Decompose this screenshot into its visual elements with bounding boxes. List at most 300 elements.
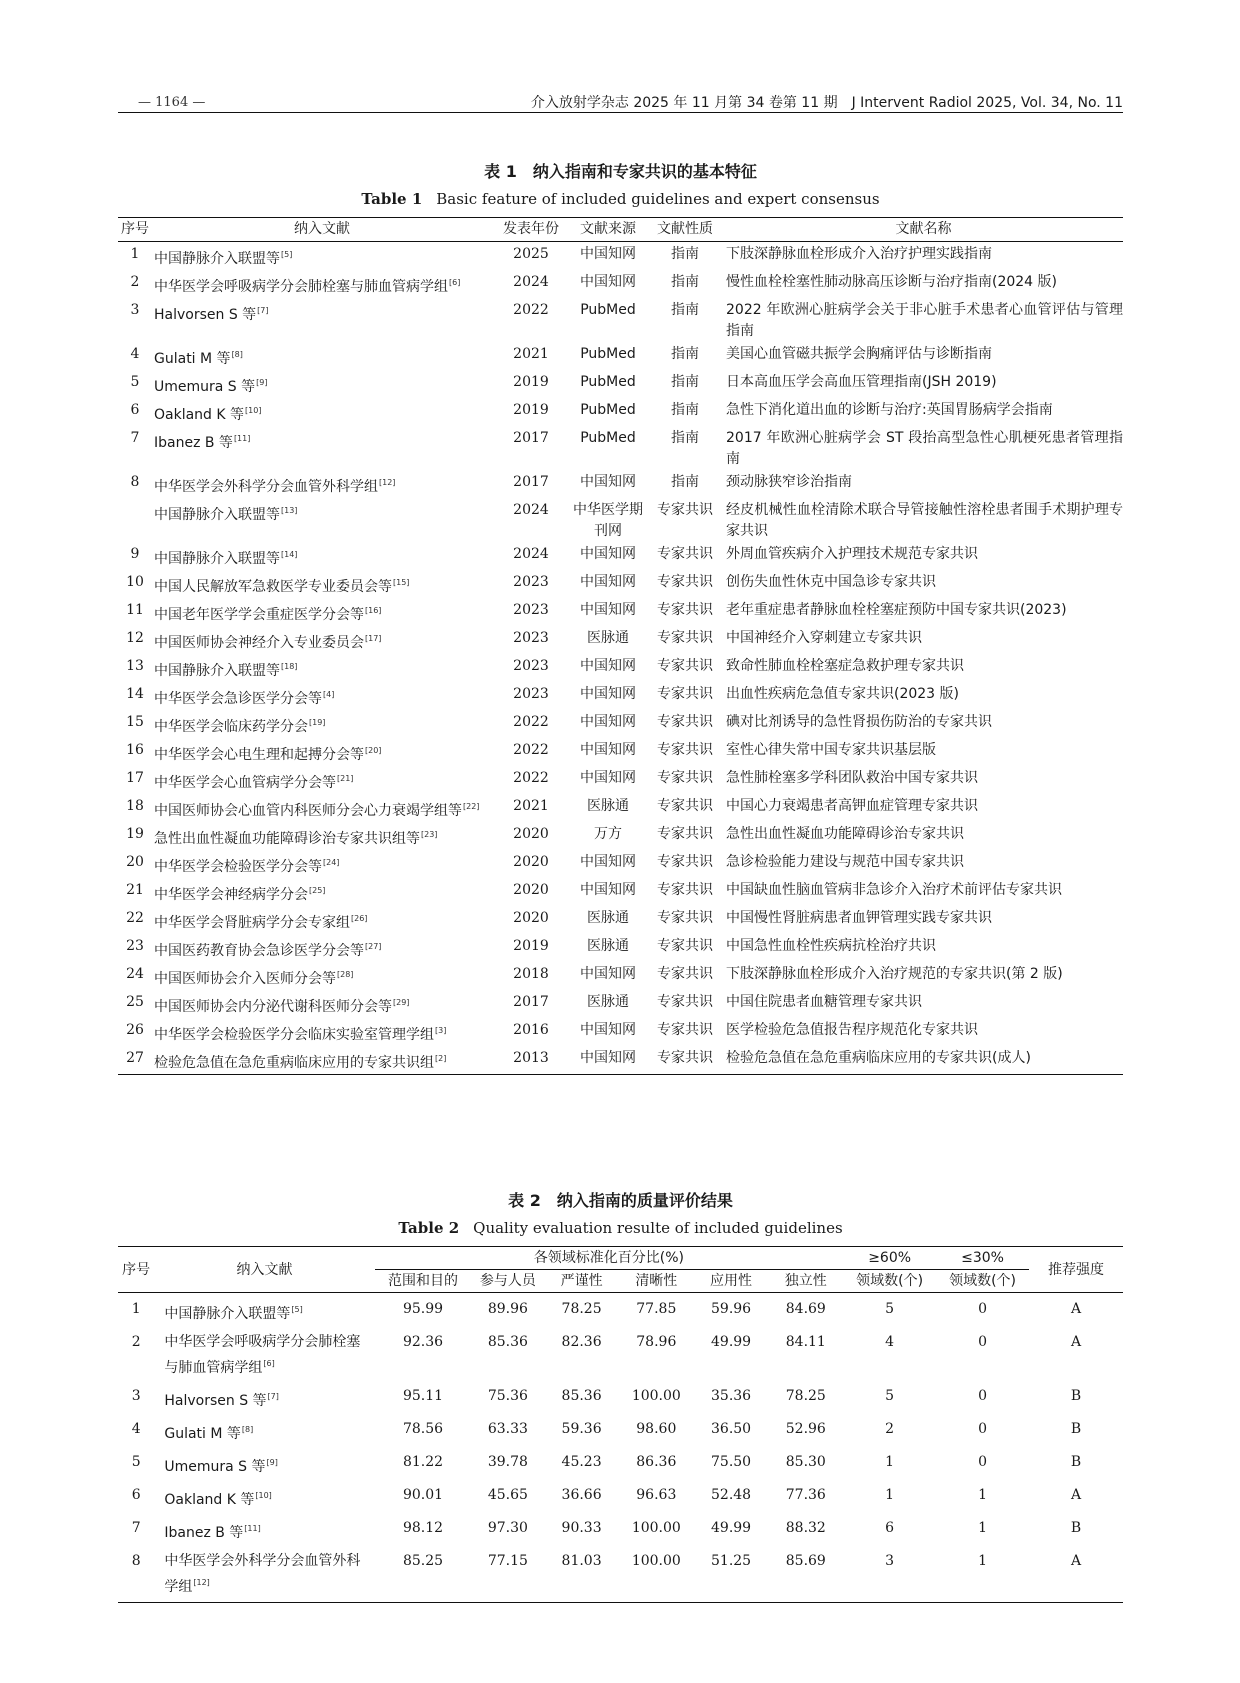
recommendation-grade: A bbox=[1029, 1545, 1123, 1603]
doc-title: 下肢深静脉血栓形成介入治疗护理实践指南 bbox=[726, 246, 992, 262]
table-row bbox=[118, 542, 1123, 570]
source: 中国知网 bbox=[580, 686, 636, 702]
t2-col-scope: 范围和目的 bbox=[375, 1270, 472, 1293]
score-applicability: 52.48 bbox=[711, 1487, 752, 1503]
author-cell bbox=[152, 766, 492, 794]
row-number: 1 bbox=[130, 246, 140, 262]
ge60-count: 1 bbox=[885, 1487, 895, 1503]
publish-year: 2020 bbox=[513, 826, 549, 842]
doc-title: 出血性疾病危急值专家共识(2023 版) bbox=[726, 686, 960, 702]
recommendation-grade: B bbox=[1070, 1421, 1082, 1437]
table-row bbox=[118, 682, 1123, 710]
table-row bbox=[118, 1545, 1123, 1603]
source: 中国知网 bbox=[580, 658, 636, 674]
table-row bbox=[118, 654, 1123, 682]
doc-type: 专家共识 bbox=[657, 994, 713, 1010]
score-stakeholder: 45.65 bbox=[487, 1487, 528, 1503]
score-scope: 92.36 bbox=[402, 1334, 444, 1350]
score-rigour: 90.33 bbox=[561, 1520, 602, 1536]
doc-title: 中国缺血性脑血管病非急诊介入治疗术前评估专家共识 bbox=[726, 882, 1062, 898]
score-rigour: 36.66 bbox=[561, 1487, 602, 1503]
score-scope: 98.12 bbox=[402, 1520, 444, 1536]
citation-ref: [18] bbox=[281, 662, 298, 671]
le30-count: 0 bbox=[978, 1454, 988, 1470]
row-number: 2 bbox=[130, 274, 140, 290]
table-row bbox=[118, 1293, 1123, 1327]
author-cell bbox=[152, 738, 492, 766]
le30-count: 0 bbox=[978, 1301, 988, 1317]
doc-title: 外周血管疾病介入护理技术规范专家共识 bbox=[726, 546, 978, 562]
source: 中国知网 bbox=[580, 742, 636, 758]
publish-year: 2024 bbox=[513, 502, 549, 518]
citation-ref: [25] bbox=[309, 886, 326, 895]
citation-ref: [23] bbox=[421, 830, 438, 839]
source: 中国知网 bbox=[580, 1022, 636, 1038]
table1-label: Table 1 bbox=[361, 190, 423, 208]
publish-year: 2020 bbox=[513, 854, 549, 870]
doc-title: 急性出血性凝血功能障碍诊治专家共识 bbox=[726, 826, 964, 842]
doc-type: 专家共识 bbox=[657, 574, 713, 590]
ge60-count: 6 bbox=[885, 1520, 895, 1536]
author-cell bbox=[152, 1046, 492, 1075]
author-name: Oakland K 等 bbox=[154, 407, 245, 423]
score-applicability: 51.25 bbox=[694, 1545, 769, 1603]
recommendation-grade: B bbox=[1070, 1454, 1082, 1470]
citation-ref: [21] bbox=[337, 774, 354, 783]
author-name: 中华医学会检验医学分会等 bbox=[154, 859, 322, 875]
source: 万方 bbox=[594, 826, 622, 842]
table-row bbox=[118, 426, 1123, 470]
author-cell bbox=[152, 398, 492, 426]
author-cell bbox=[154, 1293, 374, 1327]
author-cell bbox=[152, 242, 492, 271]
table-row bbox=[118, 1512, 1123, 1545]
publish-year: 2023 bbox=[513, 574, 549, 590]
row-number: 10 bbox=[126, 574, 144, 590]
doc-type: 专家共识 bbox=[657, 502, 713, 518]
row-number: 14 bbox=[126, 686, 144, 702]
doc-title: 2022 年欧洲心脏病学会关于非心脏手术患者心血管评估与管理指南 bbox=[726, 302, 1123, 339]
citation-ref: [22] bbox=[463, 802, 480, 811]
doc-type: 指南 bbox=[671, 474, 699, 490]
row-number: 6 bbox=[130, 402, 140, 418]
table2-header-row-1 bbox=[118, 1247, 1123, 1270]
citation-ref: [8] bbox=[241, 1425, 254, 1434]
author-name: 中国医师协会神经介入专业委员会 bbox=[154, 635, 364, 651]
score-independence: 88.32 bbox=[785, 1520, 826, 1536]
citation-ref: [17] bbox=[365, 634, 382, 643]
author-cell bbox=[152, 654, 492, 682]
doc-type: 专家共识 bbox=[657, 546, 713, 562]
row-number: 12 bbox=[126, 630, 144, 646]
author-name: 中国医师协会介入医师分会等 bbox=[154, 971, 336, 987]
author-name: 中国静脉介入联盟等 bbox=[154, 663, 280, 679]
citation-ref: [14] bbox=[281, 550, 298, 559]
author-name: 中国老年医学学会重症医学分会等 bbox=[154, 607, 364, 623]
doc-type: 专家共识 bbox=[657, 714, 713, 730]
row-number: 8 bbox=[130, 474, 140, 490]
source: PubMed bbox=[580, 346, 636, 362]
score-stakeholder: 85.36 bbox=[487, 1334, 528, 1350]
doc-title: 美国心血管磁共振学会胸痛评估与诊断指南 bbox=[726, 346, 992, 362]
publish-year: 2023 bbox=[513, 602, 549, 618]
author-cell bbox=[152, 342, 492, 370]
source: 中国知网 bbox=[570, 1046, 646, 1075]
doc-title: 中国神经介入穿刺建立专家共识 bbox=[726, 630, 922, 646]
table-row bbox=[118, 850, 1123, 878]
row-number: 21 bbox=[126, 882, 144, 898]
author-cell bbox=[152, 850, 492, 878]
table1-header-row bbox=[118, 218, 1123, 242]
score-clarity: 98.60 bbox=[636, 1421, 677, 1437]
doc-title: 中国心力衰竭患者高钾血症管理专家共识 bbox=[726, 798, 978, 814]
t2-col-rigour: 严谨性 bbox=[544, 1270, 619, 1293]
row-number: 19 bbox=[126, 826, 144, 842]
doc-type: 指南 bbox=[671, 402, 699, 418]
ge60-count: 4 bbox=[885, 1334, 895, 1350]
source: 中国知网 bbox=[580, 274, 636, 290]
score-clarity: 78.96 bbox=[636, 1334, 677, 1350]
score-applicability: 35.36 bbox=[711, 1388, 752, 1404]
table-row bbox=[118, 1046, 1123, 1075]
doc-title: 经皮机械性血栓清除术联合导管接触性溶栓患者围手术期护理专家共识 bbox=[726, 502, 1123, 539]
table-row bbox=[118, 906, 1123, 934]
t1-col-author: 纳入文献 bbox=[152, 218, 492, 242]
score-applicability: 49.99 bbox=[711, 1520, 752, 1536]
table2-label: Table 2 bbox=[398, 1219, 460, 1237]
publish-year: 2022 bbox=[513, 714, 549, 730]
t2-le30-top: ≤30% bbox=[936, 1247, 1029, 1270]
score-independence: 78.25 bbox=[785, 1388, 826, 1404]
doc-type: 指南 bbox=[671, 346, 699, 362]
doc-title: 创伤失血性休克中国急诊专家共识 bbox=[726, 574, 936, 590]
score-independence: 85.30 bbox=[785, 1454, 826, 1470]
author-name: 中华医学会心血管病学分会等 bbox=[154, 775, 336, 791]
author-cell bbox=[152, 598, 492, 626]
t2-col-stakeholder: 参与人员 bbox=[472, 1270, 545, 1293]
author-cell bbox=[152, 370, 492, 398]
doc-type: 指南 bbox=[671, 246, 699, 262]
ge60-count: 1 bbox=[885, 1454, 895, 1470]
doc-type: 指南 bbox=[671, 374, 699, 390]
journal-citation: 介入放射学杂志 2025 年 11 月第 34 卷第 11 期 J Intervent Radiol 2025, Vol. 34, No. 11 bbox=[530, 95, 1123, 111]
doc-type: 专家共识 bbox=[657, 742, 713, 758]
score-independence: 77.36 bbox=[785, 1487, 826, 1503]
citation-ref: [9] bbox=[256, 378, 268, 387]
publish-year: 2013 bbox=[492, 1046, 570, 1075]
score-clarity: 100.00 bbox=[631, 1520, 681, 1536]
source: 中国知网 bbox=[580, 246, 636, 262]
publish-year: 2023 bbox=[513, 686, 549, 702]
author-name: 中国医药教育协会急诊医学分会等 bbox=[154, 943, 364, 959]
table-row bbox=[118, 298, 1123, 342]
doc-type: 专家共识 bbox=[657, 658, 713, 674]
row-number: 27 bbox=[118, 1046, 152, 1075]
table-row bbox=[118, 270, 1123, 298]
citation-ref: [27] bbox=[365, 942, 382, 951]
author-cell bbox=[152, 794, 492, 822]
score-scope: 81.22 bbox=[402, 1454, 444, 1470]
doc-type: 专家共识 bbox=[657, 1022, 713, 1038]
table1-caption-cn: 表 1 纳入指南和专家共识的基本特征 bbox=[484, 162, 757, 181]
doc-title: 中国住院患者血糖管理专家共识 bbox=[726, 994, 922, 1010]
source: 中国知网 bbox=[580, 966, 636, 982]
table-row bbox=[118, 1446, 1123, 1479]
author-name: 中华医学会呼吸病学分会肺栓塞与肺血管病学组 bbox=[154, 279, 448, 295]
t1-col-no: 序号 bbox=[118, 218, 152, 242]
doc-title: 致命性肺血栓栓塞症急救护理专家共识 bbox=[726, 658, 964, 674]
row-number: 5 bbox=[131, 1454, 141, 1470]
score-independence: 84.69 bbox=[785, 1301, 826, 1317]
doc-type: 专家共识 bbox=[657, 770, 713, 786]
citation-ref: [29] bbox=[393, 998, 410, 1007]
t2-col-clarity: 清晰性 bbox=[619, 1270, 694, 1293]
score-rigour: 82.36 bbox=[561, 1334, 602, 1350]
publish-year: 2017 bbox=[513, 994, 549, 1010]
publish-year: 2018 bbox=[513, 966, 549, 982]
table-row bbox=[118, 766, 1123, 794]
row-number: 9 bbox=[130, 546, 140, 562]
citation-ref: [4] bbox=[323, 690, 335, 699]
publish-year: 2024 bbox=[513, 546, 549, 562]
doc-title: 急性肺栓塞多学科团队救治中国专家共识 bbox=[726, 770, 978, 786]
doc-title: 碘对比剂诱导的急性肾损伤防治的专家共识 bbox=[726, 714, 992, 730]
score-scope: 95.11 bbox=[402, 1388, 444, 1404]
doc-title: 2017 年欧洲心脏病学会 ST 段抬高型急性心肌梗死患者管理指南 bbox=[726, 430, 1123, 467]
doc-title: 医学检验危急值报告程序规范化专家共识 bbox=[726, 1022, 978, 1038]
table-row bbox=[118, 990, 1123, 1018]
source: 中华医学期刊网 bbox=[573, 502, 643, 539]
citation-ref: [11] bbox=[233, 434, 251, 443]
source: 中国知网 bbox=[580, 574, 636, 590]
t1-col-title: 文献名称 bbox=[724, 218, 1123, 242]
score-scope: 95.99 bbox=[402, 1301, 444, 1317]
doc-title: 急诊检验能力建设与规范中国专家共识 bbox=[726, 854, 964, 870]
doc-title: 中国慢性肾脏病患者血钾管理实践专家共识 bbox=[726, 910, 992, 926]
source: 中国知网 bbox=[580, 854, 636, 870]
ge60-count: 2 bbox=[885, 1421, 895, 1437]
score-applicability: 49.99 bbox=[711, 1334, 752, 1350]
table-row bbox=[118, 1018, 1123, 1046]
row-number: 4 bbox=[130, 346, 140, 362]
score-rigour: 59.36 bbox=[561, 1421, 602, 1437]
author-cell bbox=[154, 1512, 374, 1545]
citation-ref: [5] bbox=[291, 1305, 303, 1314]
author-cell bbox=[152, 1018, 492, 1046]
le30-count: 0 bbox=[978, 1388, 988, 1404]
author-name: Gulati M 等 bbox=[164, 1426, 241, 1442]
score-stakeholder: 75.36 bbox=[487, 1388, 528, 1404]
table-row bbox=[118, 962, 1123, 990]
citation-ref: [6] bbox=[263, 1359, 275, 1368]
recommendation-grade: A bbox=[1070, 1487, 1082, 1503]
source: PubMed bbox=[580, 402, 636, 418]
author-name: 中华医学会急诊医学分会等 bbox=[154, 691, 322, 707]
author-name: 中国人民解放军急救医学专业委员会等 bbox=[154, 579, 392, 595]
le30-count: 1 bbox=[936, 1545, 1029, 1603]
t2-col-author: 纳入文献 bbox=[154, 1247, 374, 1293]
source: PubMed bbox=[580, 430, 636, 446]
score-independence: 84.11 bbox=[785, 1334, 826, 1350]
score-scope: 78.56 bbox=[402, 1421, 444, 1437]
table-row bbox=[118, 498, 1123, 542]
table-row bbox=[118, 1413, 1123, 1446]
t2-le30-bottom: 领域数(个) bbox=[936, 1270, 1029, 1293]
t1-col-type: 文献性质 bbox=[646, 218, 724, 242]
table1-caption-en bbox=[118, 190, 1123, 208]
table-row bbox=[118, 626, 1123, 654]
t1-col-source: 文献来源 bbox=[570, 218, 646, 242]
source: 中国知网 bbox=[580, 714, 636, 730]
author-name: 中华医学会肾脏病学分会专家组 bbox=[154, 915, 350, 931]
t2-col-independence: 独立性 bbox=[768, 1270, 843, 1293]
publish-year: 2019 bbox=[513, 938, 549, 954]
row-number: 17 bbox=[126, 770, 144, 786]
source: 中国知网 bbox=[580, 474, 636, 490]
doc-title: 检验危急值在急危重病临床应用的专家共识(成人) bbox=[724, 1046, 1123, 1075]
source: 医脉通 bbox=[587, 994, 629, 1010]
author-name: 中国静脉介入联盟等 bbox=[164, 1306, 291, 1322]
author-name: 中华医学会神经病学分会 bbox=[154, 887, 308, 903]
score-applicability: 59.96 bbox=[711, 1301, 752, 1317]
author-name: 中华医学会检验医学分会临床实验室管理学组 bbox=[154, 1027, 434, 1043]
publish-year: 2020 bbox=[513, 882, 549, 898]
table-row bbox=[118, 738, 1123, 766]
author-name: 中华医学会呼吸病学分会肺栓塞与肺血管病学组 bbox=[164, 1334, 361, 1376]
doc-title: 急性下消化道出血的诊断与治疗:英国胃肠病学会指南 bbox=[726, 402, 1053, 418]
table1 bbox=[118, 217, 1123, 1075]
table2-caption-en bbox=[118, 1219, 1123, 1237]
author-cell bbox=[154, 1479, 374, 1512]
doc-title: 老年重症患者静脉血栓栓塞症预防中国专家共识(2023) bbox=[726, 602, 1067, 618]
author-cell bbox=[154, 1545, 374, 1603]
author-cell bbox=[152, 570, 492, 598]
ge60-count: 5 bbox=[885, 1388, 895, 1404]
author-cell bbox=[152, 470, 492, 498]
table1-body bbox=[118, 242, 1123, 1075]
author-name: 中国医师协会心血管内科医师分会心力衰竭学组等 bbox=[154, 803, 462, 819]
doc-type: 专家共识 bbox=[657, 686, 713, 702]
table-row bbox=[118, 822, 1123, 850]
table-row bbox=[118, 398, 1123, 426]
table1-caption-text: Basic feature of included guidelines and expert consensus bbox=[436, 190, 880, 208]
citation-ref: [10] bbox=[245, 406, 262, 415]
table-row bbox=[118, 598, 1123, 626]
author-name: 检验危急值在急危重病临床应用的专家共识组 bbox=[154, 1055, 434, 1071]
t1-col-year: 发表年份 bbox=[492, 218, 570, 242]
row-number: 1 bbox=[131, 1301, 141, 1317]
citation-ref: [12] bbox=[379, 478, 396, 487]
le30-count: 0 bbox=[978, 1334, 988, 1350]
author-name: Oakland K 等 bbox=[164, 1492, 255, 1508]
doc-type: 指南 bbox=[671, 302, 699, 318]
table-row bbox=[118, 934, 1123, 962]
doc-title: 室性心律失常中国专家共识基层版 bbox=[726, 742, 936, 758]
doc-title: 慢性血栓栓塞性肺动脉高压诊断与治疗指南(2024 版) bbox=[726, 274, 1058, 290]
author-name: Umemura S 等 bbox=[164, 1459, 266, 1475]
citation-ref: [26] bbox=[351, 914, 368, 923]
row-number: 15 bbox=[126, 714, 144, 730]
source: 医脉通 bbox=[587, 798, 629, 814]
table2-caption-text: Quality evaluation resulte of included guidelines bbox=[473, 1219, 843, 1237]
recommendation-grade: A bbox=[1070, 1334, 1082, 1350]
citation-ref: [10] bbox=[255, 1491, 272, 1500]
publish-year: 2023 bbox=[513, 630, 549, 646]
table-row bbox=[118, 370, 1123, 398]
t2-col-applicability: 应用性 bbox=[694, 1270, 769, 1293]
table-row bbox=[118, 878, 1123, 906]
author-name: Halvorsen S 等 bbox=[154, 307, 257, 323]
citation-ref: [3] bbox=[435, 1026, 447, 1035]
source: 医脉通 bbox=[587, 630, 629, 646]
citation-ref: [28] bbox=[337, 970, 354, 979]
table2 bbox=[118, 1246, 1123, 1603]
author-cell bbox=[154, 1413, 374, 1446]
score-independence: 52.96 bbox=[785, 1421, 826, 1437]
score-clarity: 100.00 bbox=[619, 1545, 694, 1603]
author-name: Gulati M 等 bbox=[154, 351, 231, 367]
doc-type: 指南 bbox=[671, 274, 699, 290]
row-number: 2 bbox=[131, 1334, 141, 1350]
row-number: 7 bbox=[131, 1520, 141, 1536]
score-rigour: 85.36 bbox=[561, 1388, 602, 1404]
author-cell bbox=[152, 626, 492, 654]
score-clarity: 77.85 bbox=[636, 1301, 677, 1317]
row-number: 8 bbox=[118, 1545, 154, 1603]
author-cell bbox=[152, 498, 492, 542]
source: 医脉通 bbox=[587, 938, 629, 954]
author-cell bbox=[152, 990, 492, 1018]
row-number: 4 bbox=[131, 1421, 141, 1437]
author-name: 中国静脉介入联盟等 bbox=[154, 507, 280, 523]
t2-ge60-top: ≥60% bbox=[843, 1247, 936, 1270]
recommendation-grade: B bbox=[1070, 1520, 1082, 1536]
author-cell bbox=[152, 878, 492, 906]
table2-body bbox=[118, 1293, 1123, 1603]
publish-year: 2021 bbox=[513, 346, 549, 362]
citation-ref: [12] bbox=[193, 1578, 210, 1587]
author-cell bbox=[154, 1326, 374, 1380]
doc-type: 专家共识 bbox=[657, 798, 713, 814]
doc-type: 指南 bbox=[671, 430, 699, 446]
score-independence: 85.69 bbox=[768, 1545, 843, 1603]
citation-ref: [5] bbox=[281, 250, 293, 259]
citation-ref: [9] bbox=[266, 1458, 278, 1467]
row-number: 16 bbox=[126, 742, 144, 758]
publish-year: 2017 bbox=[513, 430, 549, 446]
table-row bbox=[118, 342, 1123, 370]
source: 中国知网 bbox=[580, 546, 636, 562]
t2-ge60-bottom: 领域数(个) bbox=[843, 1270, 936, 1293]
publish-year: 2016 bbox=[513, 1022, 549, 1038]
page-number: — 1164 — bbox=[138, 95, 206, 110]
author-name: Ibanez B 等 bbox=[164, 1525, 244, 1541]
source: 医脉通 bbox=[587, 910, 629, 926]
publish-year: 2022 bbox=[513, 770, 549, 786]
doc-type: 专家共识 bbox=[657, 854, 713, 870]
publish-year: 2021 bbox=[513, 798, 549, 814]
author-cell bbox=[152, 710, 492, 738]
running-head bbox=[118, 88, 1123, 114]
author-cell bbox=[152, 906, 492, 934]
doc-title: 日本高血压学会高血压管理指南(JSH 2019) bbox=[726, 374, 997, 390]
author-cell bbox=[152, 542, 492, 570]
citation-ref: [20] bbox=[365, 746, 382, 755]
author-name: 中华医学会临床药学分会 bbox=[154, 719, 308, 735]
score-rigour: 81.03 bbox=[544, 1545, 619, 1603]
score-applicability: 75.50 bbox=[711, 1454, 752, 1470]
table-row bbox=[118, 1479, 1123, 1512]
